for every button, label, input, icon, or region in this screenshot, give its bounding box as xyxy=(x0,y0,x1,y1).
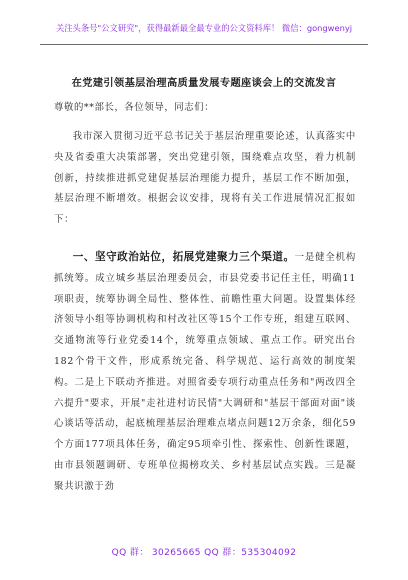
document-title: 在党建引领基层治理高质量发展专题座谈会上的交流发言 xyxy=(71,77,337,89)
section-1-paragraph xyxy=(54,247,356,498)
section-1-heading: 一、坚守政治站位，拓展党建聚力三个渠道。 xyxy=(72,251,295,263)
header-divider xyxy=(40,44,368,45)
intro-paragraph: 我市深入贯彻习近平总书记关于基层治理重要论述，认真落实中央及省委重大决策部署，突出党建引领，围绕难点攻坚，着力机制创新，持续推进抓党建促基层治理能力提升，基层工作不断加强，基层治理不断增效。根据会议安排，现将有关工作进展情况汇报如下： xyxy=(54,131,356,226)
section-1-body: 一是健全机构抓统筹。成立城乡基层治理委员会，市县党委书记任主任，明确11项职责，统筹协调全局性、整体性、前瞻性重大问题。设置集体经济领导小组等协调机构和村改社区等15个工作专班，组建互联网、交通物流等行业党委14个，统筹重点领域、重点工作。研究出台182个骨干文件，形成系统完备、科学规范、运行高效的制度架构。二是上下联动齐推进。对照省委专项行动重点任务和"两改四全六提升"要求，开展"走社进村访民情"大调研和"基层干部面对面"谈心谈话等活动，起底梳理基层治理难点堵点问题12万余条，细化59个方面177项具体任务，确定95项牵引性、探索性、创新性课题，由市县领题调研、专班单位揭榜攻关、乡村基层试点实践。三是凝聚共识激于劲 xyxy=(54,252,357,492)
qq-group-footer: QQ 群： 30265665 QQ 群：535304092 xyxy=(111,548,297,558)
promo-banner: 关注头条号"公文研究"，获得最新最全最专业的公文资料库！ 微信：gongwenyj xyxy=(55,23,353,33)
salutation: 尊敬的**部长，各位领导，同志们： xyxy=(54,102,215,113)
